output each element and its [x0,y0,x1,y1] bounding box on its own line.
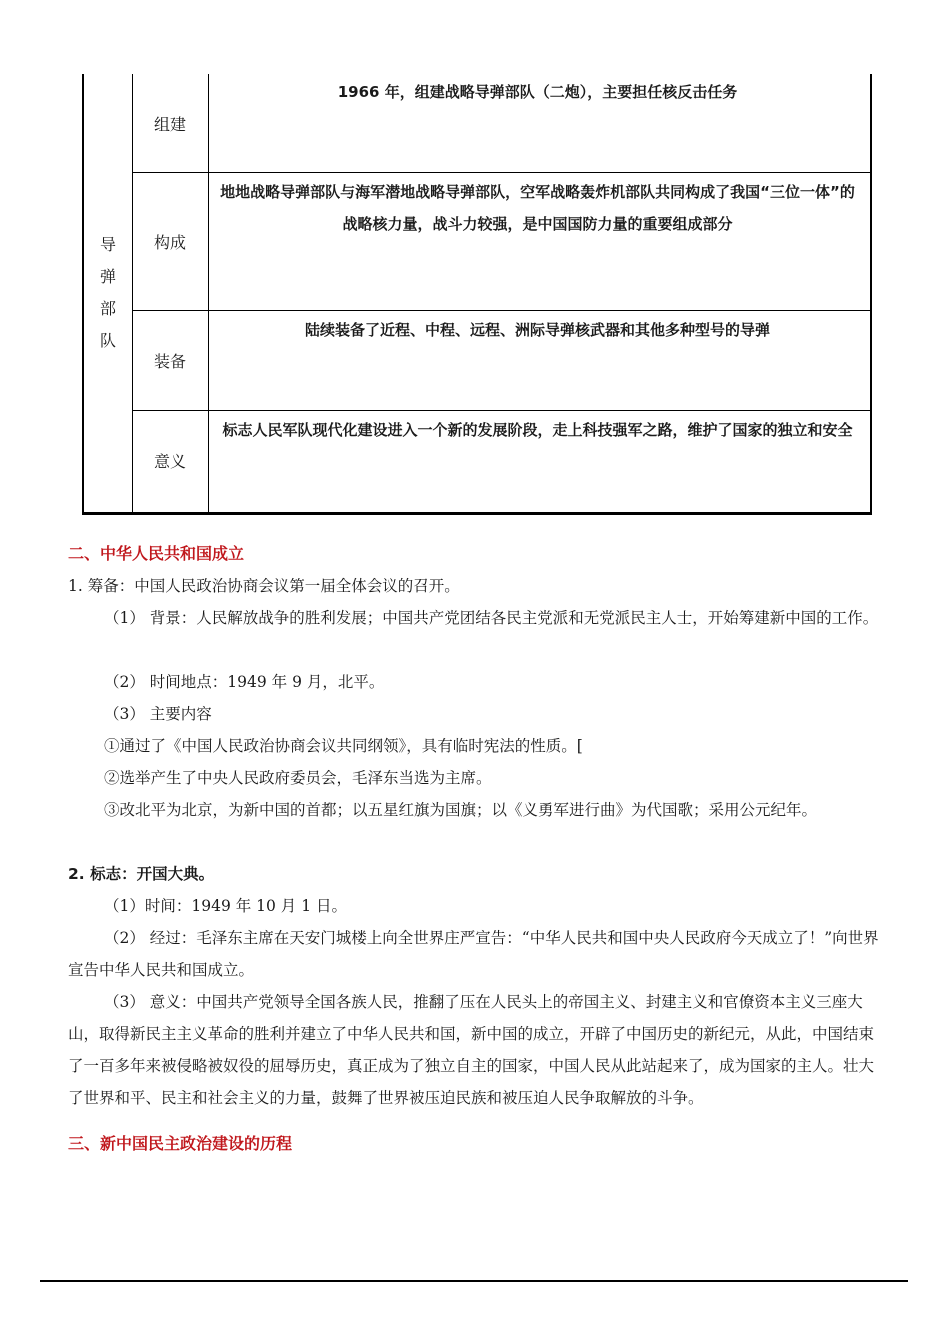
ceremony-label: 2. 标志：开国大典。 [68,865,215,883]
footer-divider [40,1280,908,1282]
paragraph-ceremony-time: （1）时间：1949 年 10 月 1 日。 [104,897,348,915]
paragraph-preparation: 1. 筹备：中国人民政治协商会议第一届全体会议的召开。 [68,577,460,595]
row-divider [132,172,870,173]
list-item-capital-flag-anthem: ③改北平为北京，为新中国的首都；以五星红旗为国旗；以《义勇军进行曲》为代国歌；采用公元纪年。 [104,801,818,819]
row-text-equipment: 陆续装备了近程、中程、远程、洲际导弹核武器和其他多种型号的导弹 [304,321,770,339]
list-item-common-program: ①通过了《中国人民政治协商会议共同纲领》，具有临时宪法的性质。[ [104,737,583,755]
row-label-equipment: 装备 [153,351,186,371]
paragraph-ceremony-process: （2） 经过：毛泽东主席在天安门城楼上向全世界庄严宣告：“中华人民共和国中央人民政府今天成立了！”向世界宣告中华人民共和国成立。 [68,929,879,979]
paragraph-ceremony-significance: （3） 意义：中国共产党领导全国各族人民，推翻了压在人民头上的帝国主义、封建主义和官僚资本主义三座大山，取得新民主主义革命的胜利并建立了中华人民共和国，新中国的成立，开辟了中国历史的新纪元，从此，中国结束了一百多年来被侵略被奴役的屈辱历史，真正成为了独立自主的国家，中国人民从此站起来了，成为国家的主人。壮大了世界和平、民主和社会主义的力量，鼓舞了世界被压迫民族和被压迫人民争取解放的斗争。 [68,993,875,1107]
column-divider [208,74,209,512]
row-label-founding: 组建 [153,114,186,134]
paragraph-time-place: （2） 时间地点：1949 年 9 月，北平。 [104,673,385,691]
row-label-significance: 意义 [153,451,186,471]
paragraph-background: （1） 背景：人民解放战争的胜利发展；中国共产党团结各民主党派和无党派民主人士，开始筹建新中国的工作。 [104,609,879,627]
missile-force-table [82,74,872,515]
paragraph-founding-ceremony [68,858,884,890]
list-item-central-government: ②选举产生了中央人民政府委员会，毛泽东当选为主席。 [104,769,492,787]
row-divider [132,310,870,311]
row-text-founding: 1966 年，组建战略导弹部队（二炮），主要担任核反击任务 [337,83,738,101]
table-group-label: 导弹部队 [99,235,116,350]
row-divider [132,410,870,411]
row-label-composition: 构成 [153,232,186,252]
paragraph-main-content: （3） 主要内容 [104,705,212,723]
section-heading-prc-founding: 二、中华人民共和国成立 [68,544,245,563]
section-heading-democratic-politics: 三、新中国民主政治建设的历程 [68,1134,293,1153]
row-text-composition: 地地战略导弹部队与海军潜地战略导弹部队，空军战略轰炸机部队共同构成了我国“三位一体”的战略核力量，战斗力较强，是中国国防力量的重要组成部分 [220,183,855,233]
row-text-significance: 标志人民军队现代化建设进入一个新的发展阶段，走上科技强军之路，维护了国家的独立和安全 [222,421,853,439]
